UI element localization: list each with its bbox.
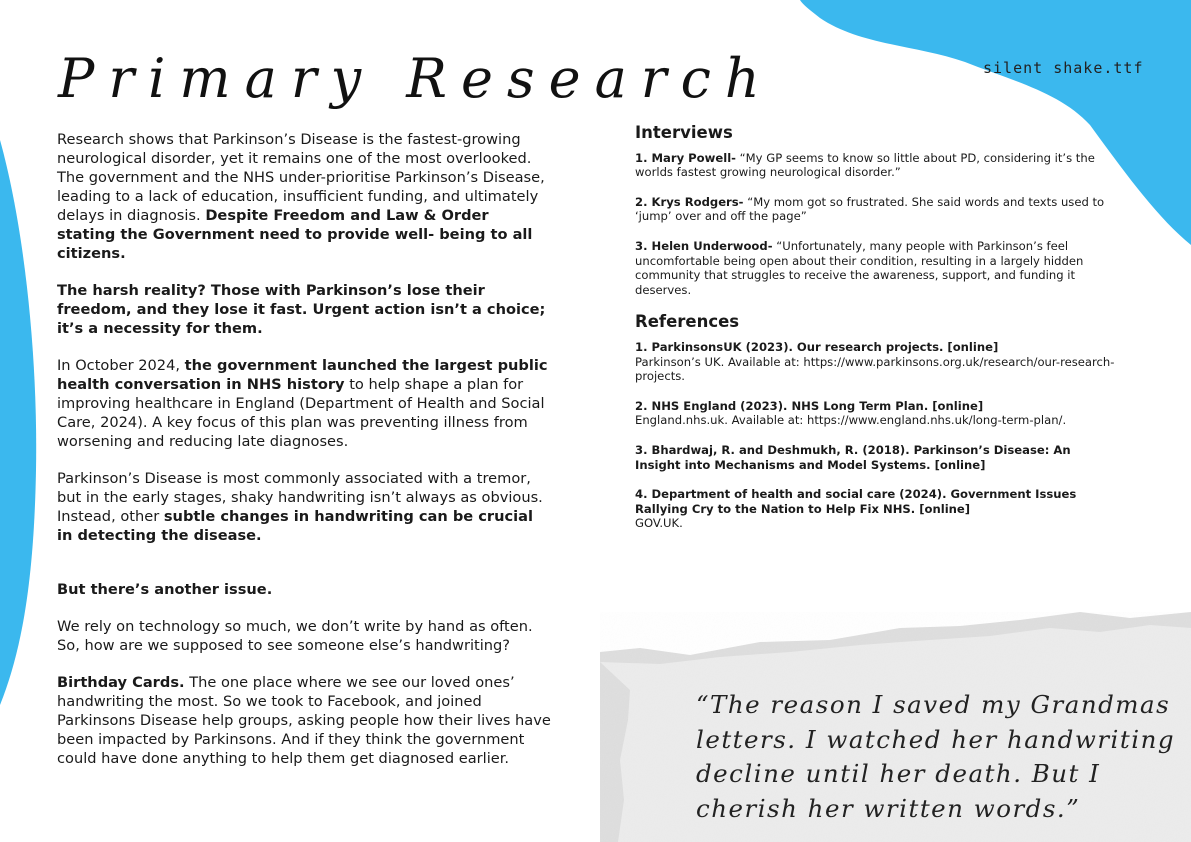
reference-title: 4. Department of health and social care (2024). Government Issues Rallying Cry to the Nation to Help Fix NHS. [online] xyxy=(635,487,1077,516)
interview-quote: “My mom got so frustrated. She said words and texts used to ‘jump’ over and off the page” xyxy=(635,194,1105,224)
october-bold: the government launched the largest public health conversation in NHS history xyxy=(57,357,548,393)
interview-name: 2. Krys Rodgers- xyxy=(635,194,744,209)
paragraph-technology xyxy=(57,617,552,655)
reference-detail: Parkinson’s UK. Available at: https://www.parkinsons.org.uk/research/our-research-projects. xyxy=(635,354,1115,384)
paragraph-october xyxy=(57,356,552,451)
october-rest: to help shape a plan for improving healthcare in England (Department of Health and Social Care, 2024). A key focus of this plan was preventing illness from worsening and reducing late diagnoses. xyxy=(57,376,545,450)
reference-item xyxy=(635,399,1115,428)
interview-name: 1. Mary Powell- xyxy=(635,150,736,165)
birthday-cards-text: The one place where we see our loved ones’ handwriting the most. So we took to Facebook, and joined Parkinsons Disease help groups, asking people how their lives have been impacted by Parkinsons. And if they think the government could have done anything to help them get diagnosed earlier. xyxy=(57,674,551,767)
birthday-cards-bold: Birthday Cards. xyxy=(57,674,185,691)
left-column xyxy=(57,130,552,786)
technology-text: We rely on technology so much, we don’t write by hand as often. So, how are we supposed to see someone else’s handwriting? xyxy=(57,618,533,654)
interview-item xyxy=(635,151,1115,180)
page-title: Primary Research xyxy=(58,47,774,110)
references-heading: References xyxy=(635,312,740,332)
reference-detail: GOV.UK. xyxy=(635,516,683,531)
interview-name: 3. Helen Underwood- xyxy=(635,238,773,253)
paragraph-another-issue xyxy=(57,580,552,599)
october-lead: In October 2024, xyxy=(57,357,181,374)
reference-item xyxy=(635,443,1115,472)
interview-quote: “My GP seems to know so little about PD, considering it’s the worlds fastest growing neurological disorder.” xyxy=(635,150,1095,180)
tremor-bold: subtle changes in handwriting can be crucial in detecting the disease. xyxy=(57,508,534,544)
reference-detail: England.nhs.uk. Available at: https://www.england.nhs.uk/long-term-plan/. xyxy=(635,413,1067,428)
font-brand-label: silent shake.ttf xyxy=(983,59,1144,77)
reference-item xyxy=(635,487,1115,531)
interview-item xyxy=(635,239,1115,297)
right-column xyxy=(635,123,1115,546)
reference-title: 3. Bhardwaj, R. and Deshmukh, R. (2018). Parkinson’s Disease: An Insight into Mechanisms and Model Systems. [online] xyxy=(635,442,1071,472)
intro-bold: Despite Freedom and Law & Order stating the Government need to provide well- being to all citizens. xyxy=(57,207,533,262)
reference-title: 1. ParkinsonsUK (2023). Our research projects. [online] xyxy=(635,339,999,354)
paragraph-birthday-cards xyxy=(57,673,552,768)
interviews-heading: Interviews xyxy=(635,123,733,142)
intro-text: Research shows that Parkinson’s Disease is the fastest-growing neurological disorder, yet it remains one of the most overlooked. The government and the NHS under-prioritise Parkinson’s Disease, leading to a lack of education, insufficient funding, and ultimately delays in diagnosis. xyxy=(57,131,545,224)
paragraph-tremor xyxy=(57,469,552,545)
left-blue-blob xyxy=(0,140,36,705)
interview-item xyxy=(635,195,1115,224)
interview-quote: “Unfortunately, many people with Parkinson’s feel uncomfortable being open about their condition, resulting in a largely hidden community that struggles to receive the awareness, support, and funding it deserves. xyxy=(635,238,1084,297)
paragraph-harsh-reality xyxy=(57,281,552,338)
another-issue-bold: But there’s another issue. xyxy=(57,581,273,598)
harsh-reality-bold: The harsh reality? Those with Parkinson’s lose their freedom, and they lose it fast. Urgent action isn’t a choice; it’s a necessity for them. xyxy=(57,282,546,337)
tremor-text: Parkinson’s Disease is most commonly associated with a tremor, but in the early stages, shaky handwriting isn’t always as obvious. Instead, other xyxy=(57,470,543,525)
reference-title: 2. NHS England (2023). NHS Long Term Plan. [online] xyxy=(635,398,984,413)
paragraph-intro xyxy=(57,130,552,263)
handwritten-quote: “The reason I saved my Grandmas letters. I watched her handwriting decline until her death. But I cherish her written words.” xyxy=(696,690,1176,823)
reference-item xyxy=(635,340,1115,384)
